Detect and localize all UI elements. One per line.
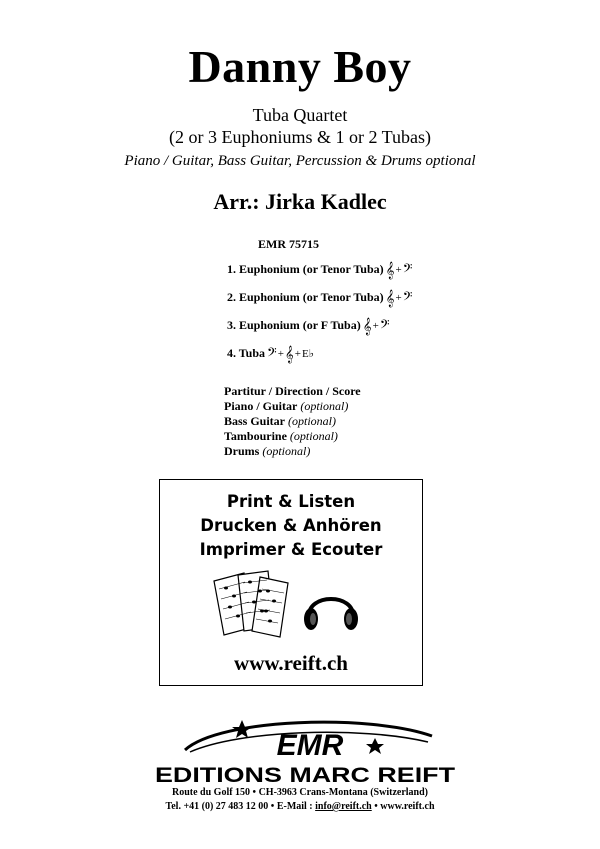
treble-clef-icon: 𝄞 [362,316,372,335]
catalog-number: EMR 75715 [258,237,319,251]
promo-line-english: Print & Listen [226,492,356,511]
promo-line-german: Drucken & Anhören [200,516,382,535]
list-item [224,399,361,414]
part-item-1: 1. Euphonium (or Tenor Tuba) 𝄞 + 𝄢 [227,260,413,279]
score-name: Bass Guitar [224,414,286,428]
treble-clef-icon: 𝄞 [385,288,395,307]
part-label: 2. Euphonium (or Tenor Tuba) [227,290,384,304]
score-note: (optional) [288,414,337,428]
part-label: 3. Euphonium (or F Tuba) [227,318,361,332]
publisher-name: EDITIONS MARC REIFT [155,764,456,787]
treble-clef-icon: 𝄞 [385,260,395,279]
score-name: Piano / Guitar [224,399,298,413]
star-icon [232,720,252,738]
score-name: Partitur / Direction / Score [224,384,361,398]
optional-instruments: Piano / Guitar, Bass Guitar, Percussion & Drums optional [124,153,476,169]
score-name: Drums [224,444,260,458]
publisher-logo [150,712,460,787]
bass-clef-icon: 𝄢 [402,260,413,279]
bass-clef-icon: 𝄢 [402,288,413,307]
list-item [224,414,361,429]
sheet-music-icon [210,569,295,639]
website-link[interactable]: www.reift.ch [234,651,348,675]
page-title: Danny Boy [188,41,412,92]
score-note: (optional) [262,444,311,458]
part-label: 1. Euphonium (or Tenor Tuba) [227,262,384,276]
star-icon [366,738,384,754]
contact-website: • www.reift.ch [371,801,435,812]
instrumentation-detail: (2 or 3 Euphoniums & 1 or 2 Tubas) [168,127,431,147]
logo-text: EMR [276,729,344,762]
treble-clef-icon: 𝄞 [284,344,294,363]
part-item-3: 3. Euphonium (or F Tuba) 𝄞 + 𝄢 [227,316,390,335]
print-listen-box [159,479,423,686]
headphones-icon [301,583,361,633]
list-item [224,444,361,459]
instrumentation: Tuba Quartet [252,105,348,125]
email-link[interactable]: info@reift.ch [315,801,372,812]
list-item [224,429,361,444]
score-note: (optional) [300,399,349,413]
bass-clef-icon: 𝄢 [267,344,277,363]
publisher-contact [0,801,600,812]
score-name: Tambourine [224,429,287,443]
bass-clef-icon: 𝄢 [379,316,390,335]
arranger: Arr.: Jirka Kadlec [213,189,387,214]
score-list [224,384,361,459]
publisher-address: Route du Golf 150 • CH-3963 Crans-Montana (Switzerland) [172,787,428,798]
list-item [224,384,361,399]
promo-line-french: Imprimer & Ecouter [199,540,383,559]
part-item-4: 4. Tuba 𝄢 + 𝄞 + E♭ [227,344,314,363]
score-note: (optional) [289,429,338,443]
part-item-2: 2. Euphonium (or Tenor Tuba) 𝄞 + 𝄢 [227,288,413,307]
part-label: 4. Tuba [227,346,266,360]
contact-phone: Tel. +41 (0) 27 483 12 00 • E-Mail : [165,801,316,812]
e-flat-label: E♭ [302,348,314,360]
